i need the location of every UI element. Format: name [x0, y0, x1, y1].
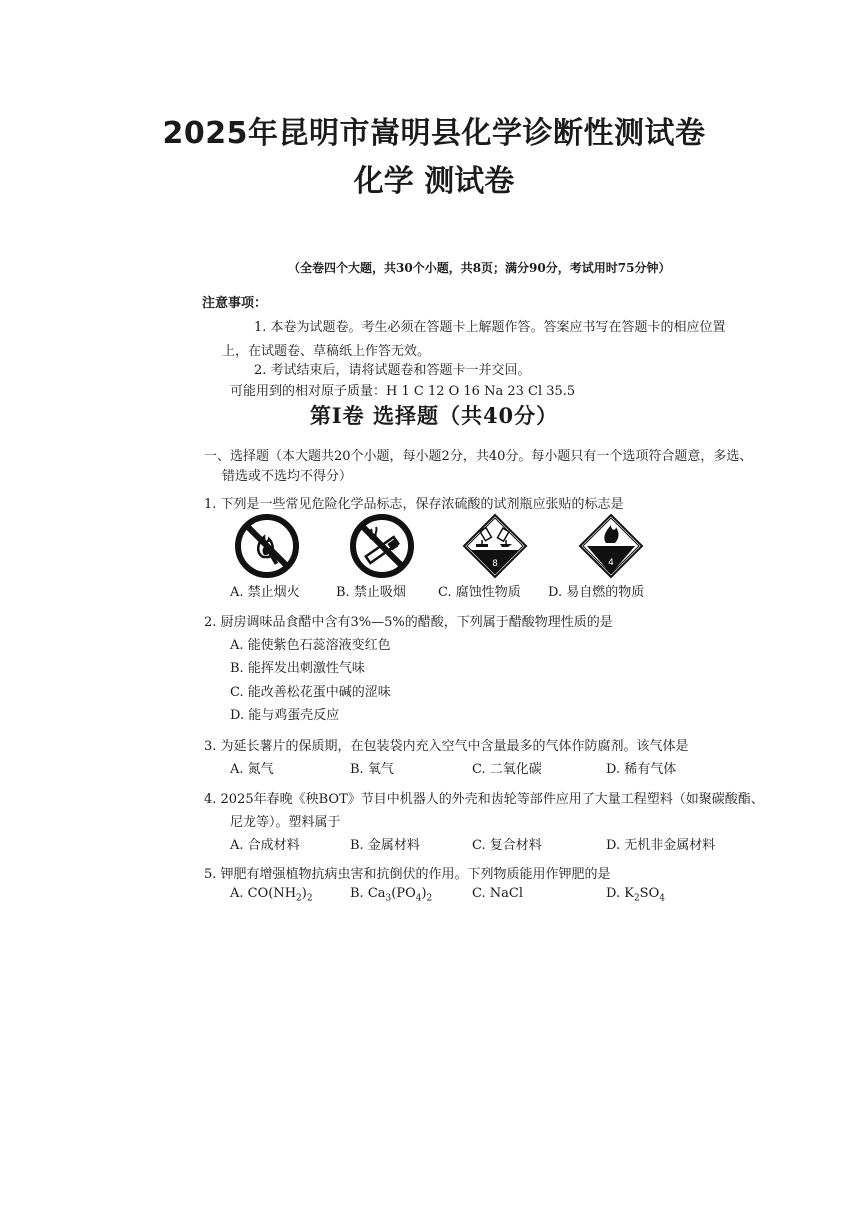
atomic-mass-line: 可能用到的相对原子质量：H 1 C 12 O 16 Na 23 Cl 35.5	[230, 384, 576, 399]
q1-option-d: D. 易自燃的物质	[548, 585, 645, 600]
q1-option-a: A. 禁止烟火	[230, 585, 300, 600]
part1-instructions: 一、选择题（本大题共20个小题，每小题2分，共40分。每小题只有一个选项符合题意，多选、	[204, 449, 753, 464]
q4-option-c: C. 复合材料	[472, 838, 542, 853]
spontaneous-combustion-sign-icon	[578, 513, 644, 579]
sign-d-number: 4	[608, 558, 614, 568]
notice-item-1: 1. 本卷为试题卷。考生必须在答题卡上解题作答。答案应书写在答题卡的相应位置	[254, 320, 726, 335]
q3-option-c: C. 二氧化碳	[472, 762, 542, 777]
question-4-stem-cont: 尼龙等）。塑料属于	[230, 815, 341, 830]
q2-option-a: A. 能使紫色石蕊溶液变红色	[230, 638, 391, 653]
q4-option-b: B. 金属材料	[350, 838, 420, 853]
document-title: 2025年昆明市嵩明县化学诊断性测试卷	[162, 116, 706, 151]
q3-option-b: B. 氧气	[350, 762, 394, 777]
exam-info: （全卷四个大题，共30个小题，共8页；满分90分，考试用时75分钟）	[288, 261, 671, 275]
q2-option-c: C. 能改善松花蛋中碱的涩味	[230, 685, 391, 700]
no-fire-sign-icon	[234, 513, 300, 579]
question-1-stem: 1. 下列是一些常见危险化学品标志，保存浓硫酸的试剂瓶应张贴的标志是	[204, 497, 624, 512]
q5-option-a: A. $CO(NH_2)_2$	[230, 886, 313, 904]
q2-option-d: D. 能与鸡蛋壳反应	[230, 708, 340, 723]
q5-option-c: C. NaCl	[472, 886, 523, 901]
question-2-stem: 2. 厨房调味品食醋中含有3%—5%的醋酸，下列属于醋酸物理性质的是	[204, 615, 613, 630]
q2-option-b: B. 能挥发出刺激性气味	[230, 661, 365, 676]
q5-option-d: D. $K_2SO_4$	[606, 886, 665, 904]
q3-option-a: A. 氮气	[230, 762, 274, 777]
section-title: 第Ⅰ卷 选择题（共40分）	[309, 403, 559, 428]
q4-option-a: A. 合成材料	[230, 838, 300, 853]
question-5-stem: 5. 钾肥有增强植物抗病虫害和抗倒伏的作用。下列物质能用作钾肥的是	[204, 867, 611, 882]
document-subtitle: 化学 测试卷	[353, 164, 515, 199]
no-smoking-sign-icon	[349, 513, 415, 579]
notice-item-2: 2. 考试结束后，请将试题卷和答题卡一并交回。	[254, 363, 531, 378]
notice-heading: 注意事项：	[202, 296, 268, 311]
q1-option-b: B. 禁止吸烟	[336, 585, 406, 600]
q1-option-c: C. 腐蚀性物质	[438, 585, 521, 600]
part1-instructions-cont: 错选或不选均不得分）	[222, 469, 353, 484]
q4-option-d: D. 无机非金属材料	[606, 838, 716, 853]
q5-option-b: B. $Ca_3(PO_4)_2$	[350, 886, 433, 904]
notice-item-1-cont: 上，在试题卷、草稿纸上作答无效。	[222, 344, 431, 359]
question-4-stem: 4. 2025年春晚《秧BOT》节目中机器人的外壳和齿轮等部件应用了大量工程塑料（如聚碳酸酯、	[204, 792, 764, 807]
question-3-stem: 3. 为延长薯片的保质期，在包装袋内充入空气中含量最多的气体作防腐剂。该气体是	[204, 739, 689, 754]
corrosive-sign-icon	[462, 513, 528, 579]
sign-c-number: 8	[492, 559, 498, 569]
q3-option-d: D. 稀有气体	[606, 762, 677, 777]
